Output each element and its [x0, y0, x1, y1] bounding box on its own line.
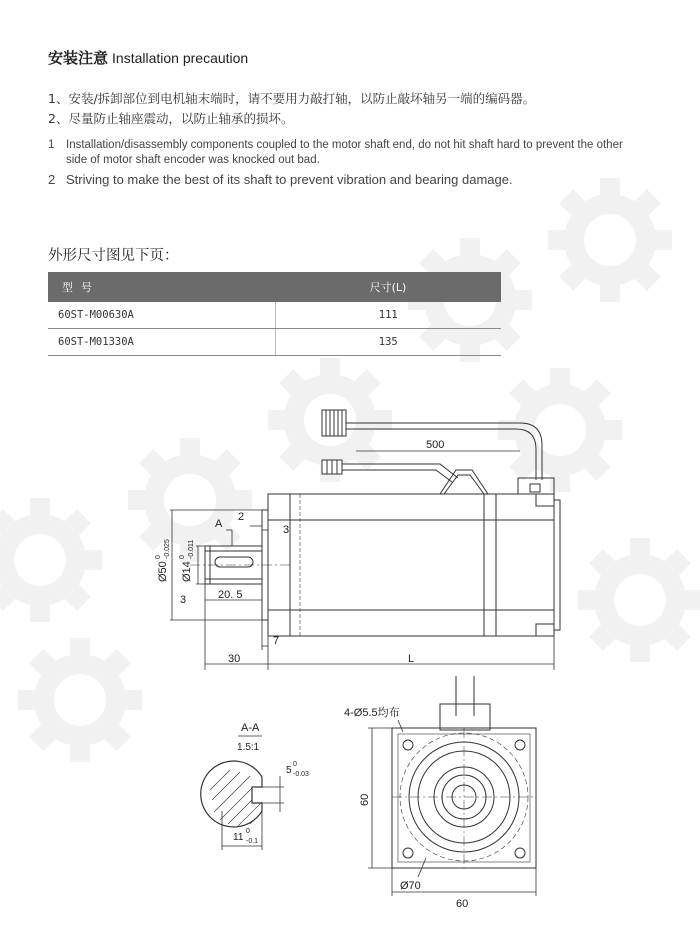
- dimension-heading: 外形尺寸图见下页：: [48, 248, 179, 264]
- dim-3-top: 3: [283, 524, 290, 536]
- row-length: 135: [275, 329, 501, 356]
- dim-cable-length: 500: [426, 439, 445, 451]
- dim-2: 2: [238, 511, 245, 523]
- key-width: 5: [286, 765, 292, 776]
- dim-flange-side: 60: [359, 793, 371, 806]
- dim-3-left: 3: [180, 594, 187, 606]
- note-zh-1: 1、安装/拆卸部位到电机轴末端时，请不要用力敲打轴，以防止敲坏轴另一端的编码器。: [48, 91, 536, 106]
- dia-50-label: Ø50: [157, 561, 169, 582]
- dim-L: L: [408, 653, 415, 665]
- row-model: 60ST-M01330A: [48, 329, 275, 356]
- col-model-header: 型号: [48, 272, 275, 302]
- dia-14-tol-top: 0: [179, 555, 186, 559]
- dim-30: 30: [228, 653, 241, 665]
- dim-20-5: 20. 5: [218, 589, 243, 601]
- section-marker-a: A: [215, 518, 223, 530]
- row-length: 111: [275, 302, 501, 329]
- row-model: 60ST-M00630A: [48, 302, 275, 329]
- motor-shaft: [190, 546, 290, 584]
- dim-holes: 4-Ø5.5均布: [344, 707, 400, 719]
- note-en-1-line2: side of motor shaft encoder was knocked out bad.: [66, 154, 320, 166]
- dia-14-label: Ø14: [181, 561, 193, 582]
- dim-flange-bottom: 60: [456, 898, 469, 910]
- key-depth-tol-top: 0: [246, 828, 250, 835]
- note-zh-2: 2、尽量防止轴座震动，以防止轴承的损坏。: [48, 111, 294, 126]
- key-width-tol-bot: -0.03: [293, 771, 309, 778]
- note-en-2-line1: Striving to make the best of its shaft to prevent vibration and bearing damage.: [66, 172, 513, 187]
- dim-dia-14: [179, 540, 195, 582]
- key-width-tol-top: 0: [293, 761, 297, 768]
- col-size-header: 尺寸(L): [275, 272, 501, 302]
- key-depth: 11: [233, 832, 244, 843]
- dia-50-tol-top: 0: [155, 555, 162, 559]
- note-en-1-number: 1: [48, 139, 55, 151]
- note-en-2-number: 2: [48, 172, 56, 187]
- dim-pcd: Ø70: [400, 880, 421, 892]
- dim-dia-50: [155, 539, 171, 582]
- title-zh: 安装注意: [48, 49, 109, 67]
- section-scale: 1.5:1: [237, 742, 260, 753]
- section-title: A-A: [241, 722, 260, 734]
- title-en: Installation precaution: [112, 50, 249, 66]
- key-depth-tol-bot: -0.1: [246, 838, 259, 845]
- dia-14-tol-bot: -0.011: [188, 539, 195, 559]
- section-a-a: [201, 722, 309, 850]
- note-en-1-line1: Installation/disassembly components coupled to the motor shaft end, do not hit shaft hard to prevent the other: [66, 139, 623, 151]
- dim-7: 7: [273, 635, 280, 647]
- front-view: [392, 676, 536, 868]
- dia-50-tol-bot: -0.025: [164, 539, 171, 559]
- motor-body-side: [268, 494, 560, 636]
